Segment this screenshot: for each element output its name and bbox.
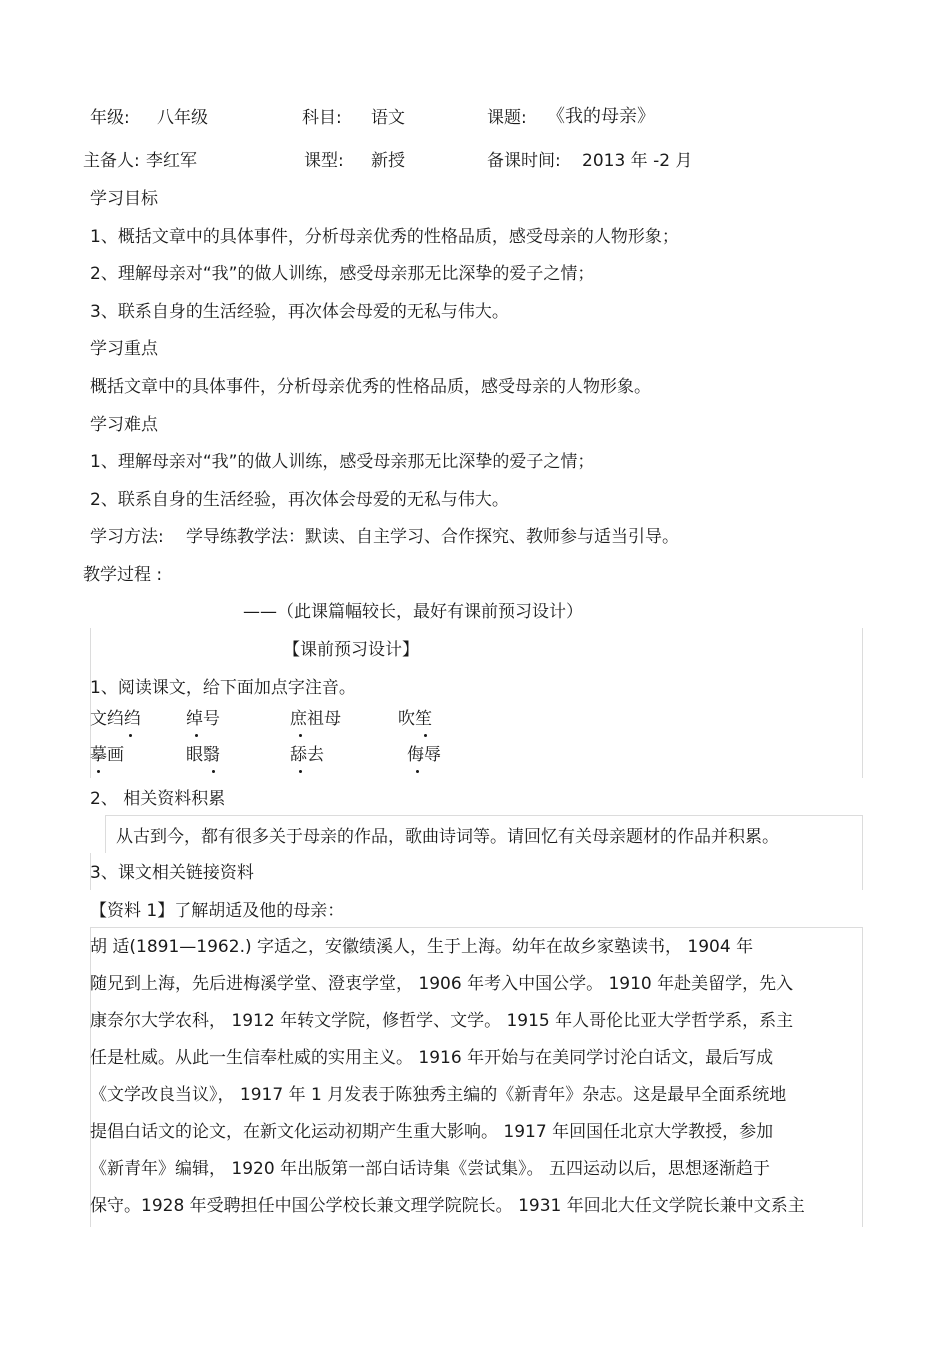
resource-title: 【资料 1】了解胡适及他的母亲： (90, 901, 345, 921)
resource-box-top-border (90, 927, 862, 928)
emphasis-dot (129, 734, 132, 737)
resource-line: 提倡白话文的论文，在新文化运动初期产生重大影响。 1917 年回国任北京大学教授，参加 (90, 1122, 774, 1142)
word-item (186, 708, 220, 730)
word-text: 眼翳 (186, 745, 220, 765)
resource-line: 胡 适(1891—1962.) 字适之，安徽绩溪人，生于上海。幼年在故乡家塾读书， 1904 年 (90, 937, 754, 957)
process-heading: 教学过程 : (83, 565, 163, 585)
method-label: 学习方法: (90, 527, 164, 547)
word-text: 庶祖母 (290, 709, 341, 729)
word-text: 吹笙 (398, 709, 432, 729)
topic-value: 《我的母亲》 (547, 106, 655, 127)
objective-item: 3、联系自身的生活经验，再次体会母爱的无私与伟大。 (90, 302, 509, 322)
prep-time-label: 备课时间: (487, 151, 561, 171)
objective-item: 1、概括文章中的具体事件，分析母亲优秀的性格品质，感受母亲的人物形象； (90, 227, 679, 247)
resource-line: 随兄到上海，先后进梅溪学堂、澄衷学堂， 1906 年考入中国公学。 1910 年赴美留学，先入 (90, 974, 794, 994)
topic-label: 课题: (487, 108, 527, 128)
objectives-heading: 学习目标 (90, 189, 158, 209)
preview-step-3: 3、课文相关链接资料 (90, 863, 254, 883)
subject-value: 语文 (371, 108, 405, 128)
word-text: 舔去 (290, 745, 324, 765)
grade-value: 八年级 (157, 108, 208, 128)
emphasis-dot (212, 770, 215, 773)
preview-box-right-border (862, 628, 863, 778)
word-item (90, 708, 141, 730)
focus-text: 概括文章中的具体事件，分析母亲优秀的性格品质，感受母亲的人物形象。 (90, 377, 651, 397)
emphasis-dot (416, 770, 419, 773)
word-item (290, 744, 324, 766)
word-item (407, 744, 441, 766)
objective-item: 2、理解母亲对“我”的做人训练，感受母亲那无比深挚的爱子之情； (90, 264, 595, 284)
grade-label: 年级: (90, 108, 130, 128)
preparer-value: 李红军 (146, 151, 197, 171)
emphasis-dot (424, 734, 427, 737)
emphasis-dot (97, 770, 100, 773)
emphasis-dot (299, 770, 302, 773)
resource-line: 康奈尔大学农科， 1912 年转文学院，修哲学、文学。 1915 年人哥伦比亚大学哲学系，系主 (90, 1011, 794, 1031)
lesson-type-value: 新授 (371, 151, 405, 171)
word-item (90, 744, 124, 766)
resource-box-right-border (862, 927, 863, 1227)
step2-box-top-border (105, 815, 862, 816)
difficulty-item: 1、理解母亲对“我”的做人训练，感受母亲那无比深挚的爱子之情； (90, 452, 595, 472)
prep-time-value: 2013 年 -2 月 (582, 151, 693, 171)
resource-line: 《文学改良当议》， 1917 年 1 月发表于陈独秀主编的《新青年》杂志。这是最早全面系统地 (90, 1085, 787, 1105)
preview-step-2: 2、 相关资料积累 (90, 789, 226, 809)
emphasis-dot (299, 734, 302, 737)
step2-box-left-border (105, 815, 106, 853)
lesson-type-label: 课型: (304, 151, 344, 171)
word-text: 摹画 (90, 745, 124, 765)
word-item (186, 744, 220, 766)
preview-step-1: 1、阅读课文，给下面加点字注音。 (90, 678, 356, 698)
step2-box-right-border (862, 815, 863, 853)
word-item (290, 708, 341, 730)
word-text: 侮辱 (407, 745, 441, 765)
word-text: 绰号 (186, 709, 220, 729)
word-text: 文绉绉 (90, 709, 141, 729)
difficulty-heading: 学习难点 (90, 415, 158, 435)
process-note: ——（此课篇幅较长，最好有课前预习设计） (243, 602, 583, 622)
step2-text: 从古到今，都有很多关于母亲的作品，歌曲诗词等。请回忆有关母亲题材的作品并积累。 (116, 827, 779, 847)
word-item (398, 708, 432, 730)
resource-line: 保守。1928 年受聘担任中国公学校长兼文理学院院长。 1931 年回北大任文学院长兼中文系主 (90, 1196, 805, 1216)
focus-heading: 学习重点 (90, 339, 158, 359)
preview-title: 【课前预习设计】 (283, 640, 419, 660)
resource-line: 《新青年》编辑， 1920 年出版第一部白话诗集《尝试集》。 五四运动以后，思想逐渐趋于 (90, 1159, 770, 1179)
emphasis-dot (195, 734, 198, 737)
method-text: 学导练教学法：默读、自主学习、合作探究、教师参与适当引导。 (186, 527, 679, 547)
preparer-label: 主备人: (83, 151, 140, 171)
resource-line: 任是杜威。从此一生信奉杜威的实用主义。 1916 年开始与在美同学讨沦白话文，最后写成 (90, 1048, 774, 1068)
step3-box-right-border (862, 853, 863, 890)
subject-label: 科目: (302, 108, 342, 128)
resource-paragraph (90, 929, 860, 1225)
difficulty-item: 2、联系自身的生活经验，再次体会母爱的无私与伟大。 (90, 490, 509, 510)
